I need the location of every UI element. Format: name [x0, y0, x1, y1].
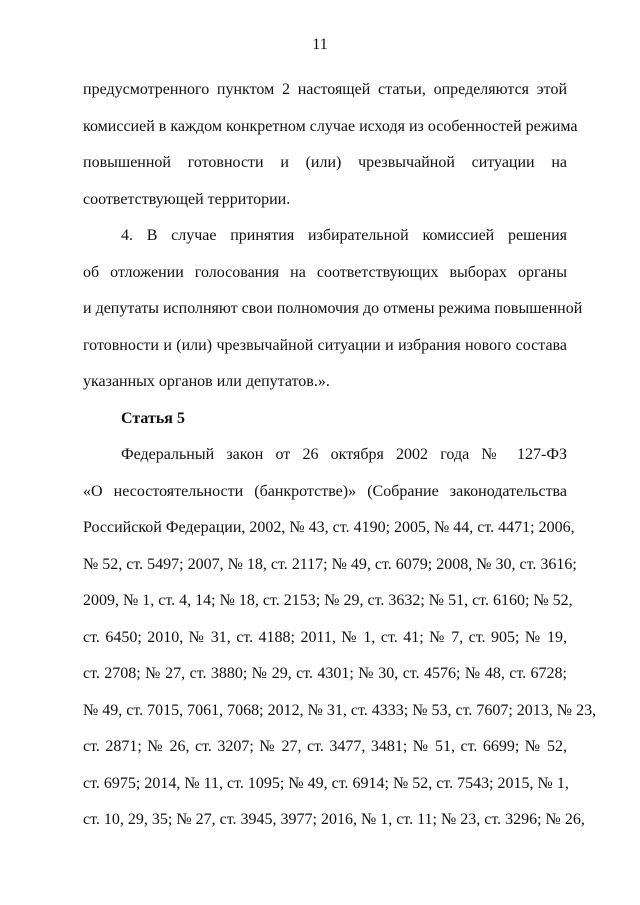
text-line: 2009, № 1, ст. 4, 14; № 18, ст. 2153; № 29, ст. 3632; № 51, ст. 6160; № 52,: [83, 592, 573, 609]
text-line: ст. 6450; 2010, № 31, ст. 4188; 2011, № 1, ст. 41; № 7, ст. 905; № 19,: [83, 628, 567, 646]
paragraph-continuation: [83, 72, 578, 218]
article-heading: Статья 5: [121, 409, 185, 427]
text-line: и депутаты исполняют свои полномочия до отмены режима повышенной: [83, 300, 583, 317]
text-line: ст. 6975; 2014, № 11, ст. 1095; № 49, ст. 6914; № 52, ст. 7543; 2015, № 1,: [83, 774, 569, 792]
text-line: повышенной готовности и (или) чрезвычайной ситуации на: [83, 154, 567, 171]
text-line: Федеральный закон от 26 октября 2002 года № 127-ФЗ: [121, 446, 567, 463]
document-body: [83, 72, 597, 839]
text-line: комиссией в каждом конкретном случае исходя из особенностей режима: [83, 117, 578, 135]
text-line: предусмотренного пунктом 2 настоящей статьи, определяются этой: [83, 81, 567, 98]
page-number: 11: [312, 36, 328, 53]
text-line: ст. 10, 29, 35; № 27, ст. 3945, 3977; 2016, № 1, ст. 11; № 23, ст. 3296; № 26,: [83, 811, 585, 828]
text-line: ст. 2871; № 26, ст. 3207; № 27, ст. 3477, 3481; № 51, ст. 6699; № 52,: [83, 738, 567, 755]
text-line: ст. 2708; № 27, ст. 3880; № 29, ст. 4301; № 30, ст. 4576; № 48, ст. 6728;: [83, 665, 567, 682]
text-line: № 49, ст. 7015, 7061, 7068; 2012, № 31, ст. 4333; № 53, ст. 7607; 2013, № 23,: [83, 701, 597, 719]
text-line: указанных органов или депутатов.».: [83, 373, 330, 390]
paragraph-article-5: [83, 437, 597, 839]
text-line: «О несостоятельности (банкротстве)» (Собрание законодательства: [83, 482, 567, 500]
text-line: № 52, ст. 5497; 2007, № 18, ст. 2117; № 49, ст. 6079; 2008, № 30, ст. 3616;: [83, 555, 577, 573]
text-line: 4. В случае принятия избирательной комиссией решения: [121, 227, 567, 244]
text-line: соответствующей территории.: [83, 190, 291, 208]
text-line: готовности и (или) чрезвычайной ситуации и избрания нового состава: [83, 336, 567, 354]
text-line: Российской Федерации, 2002, № 43, ст. 4190; 2005, № 44, ст. 4471; 2006,: [83, 519, 575, 536]
text-line: об отложении голосования на соответствующих выборах органы: [83, 263, 567, 281]
paragraph-clause-4: [83, 218, 583, 401]
